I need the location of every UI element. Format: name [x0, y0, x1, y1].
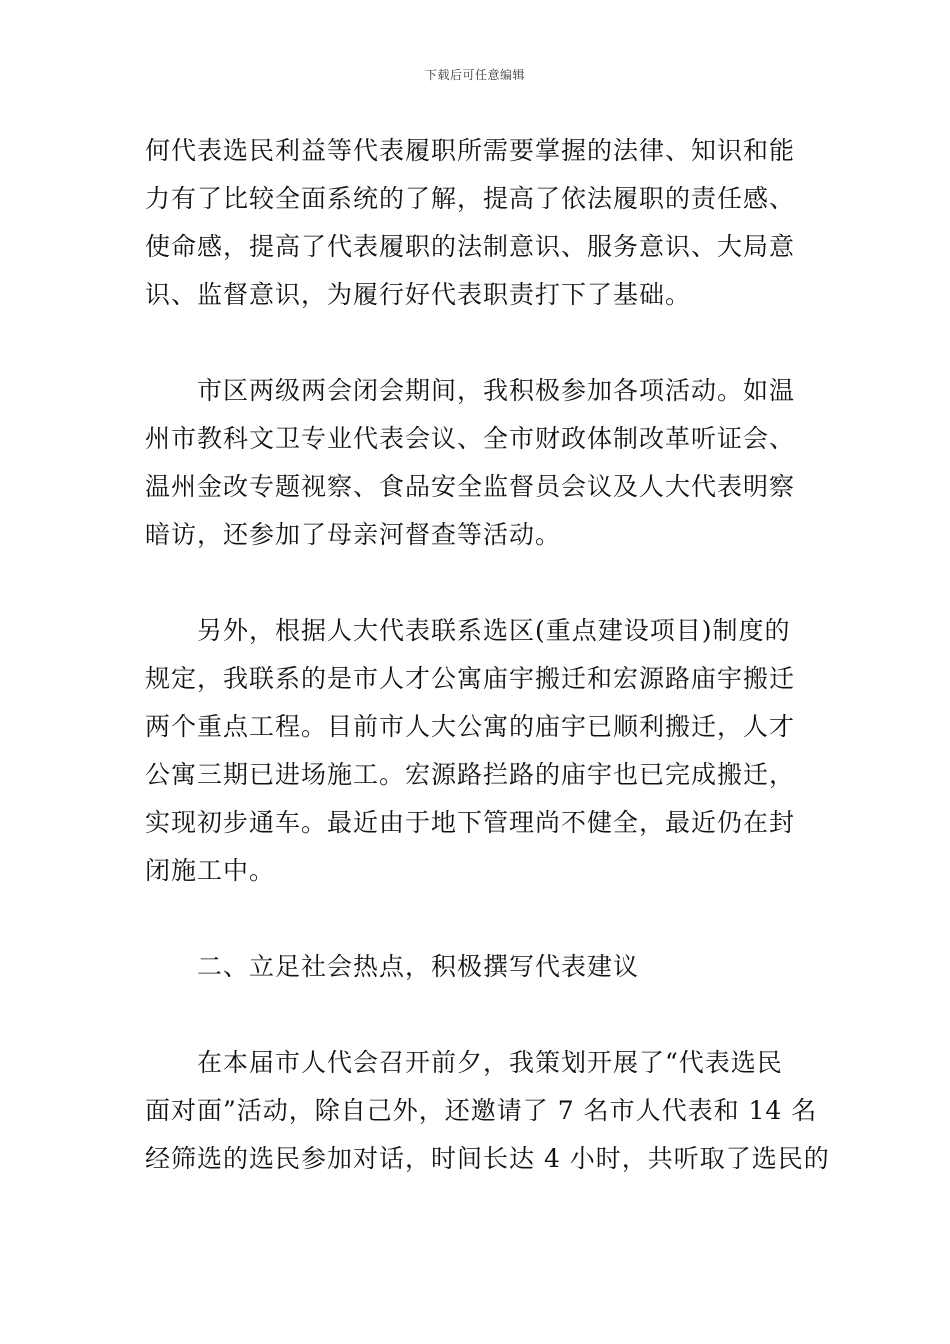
- text-line: 州市教科文卫专业代表会议、全市财政体制改革听证会、: [145, 424, 796, 453]
- text-line: 两个重点工程。目前市人大公寓的庙宇已顺利搬迁，人才: [145, 712, 796, 741]
- section-heading: 二、立足社会热点，积极撰写代表建议: [197, 952, 640, 981]
- header-note: 下载后可任意编辑: [424, 68, 525, 82]
- text-line: 公寓三期已进场施工。宏源路拦路的庙宇也已完成搬迁，: [145, 760, 796, 789]
- paragraph-4: [145, 1039, 830, 1183]
- body-text: [145, 127, 830, 1183]
- text-line: 实现初步通车。最近由于地下管理尚不健全，最近仍在封: [145, 808, 796, 837]
- text-line: 面对面”活动，除自己外，还邀请了 7 名市人代表和 14 名: [145, 1096, 818, 1125]
- text-line: 规定，我联系的是市人才公寓庙宇搬迁和宏源路庙宇搬迁: [145, 664, 796, 693]
- paragraph-1: [145, 127, 807, 319]
- text-line: 使命感，提高了代表履职的法制意识、服务意识、大局意: [145, 232, 796, 261]
- text-line: 经筛选的选民参加对话，时间长达 4 小时，共听取了选民的: [145, 1144, 830, 1173]
- text-line: 闭施工中。: [145, 856, 276, 885]
- paragraph-3: [145, 607, 807, 895]
- text-line: 另外，根据人大代表联系选区(重点建设项目)制度的: [197, 616, 791, 645]
- text-line: 市区两级两会闭会期间，我积极参加各项活动。如温: [197, 376, 796, 405]
- paragraph-gap: [145, 319, 807, 367]
- text-line: 在本届市人代会召开前夕，我策划开展了“代表选民: [197, 1048, 783, 1077]
- paragraph-2: [145, 367, 807, 559]
- paragraph-gap: [145, 991, 807, 1039]
- text-line: 识、监督意识，为履行好代表职责打下了基础。: [145, 280, 692, 309]
- paragraph-gap: [145, 559, 807, 607]
- text-line: 暗访，还参加了母亲河督查等活动。: [145, 520, 562, 549]
- paragraph-gap: [145, 895, 807, 943]
- text-line: 力有了比较全面系统的了解，提高了依法履职的责任感、: [145, 184, 796, 213]
- text-line: 温州金改专题视察、食品安全监督员会议及人大代表明察: [145, 472, 796, 501]
- text-line: 何代表选民利益等代表履职所需要掌握的法律、知识和能: [145, 136, 796, 165]
